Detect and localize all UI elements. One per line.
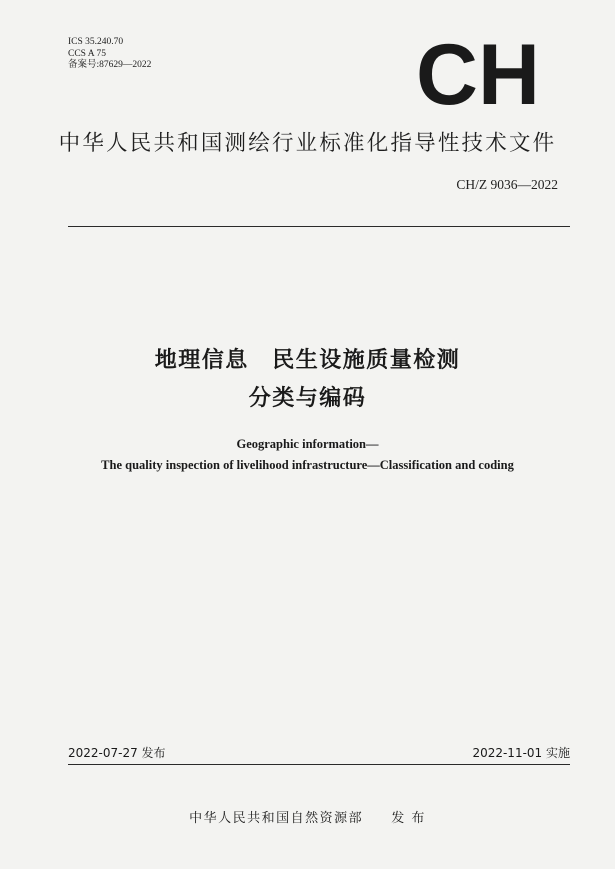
org-title: 中华人民共和国测绘行业标准化指导性技术文件 (58, 131, 557, 156)
standard-number: CH/Z 9036—2022 (456, 177, 558, 192)
title-en-line1: Geographic information— (236, 437, 379, 451)
issuer (0, 807, 615, 826)
issuer-action: 发 布 (391, 811, 426, 826)
footer-divider (68, 764, 570, 765)
ccs-code: CCS A 75 (68, 48, 107, 59)
issuer-name: 中华人民共和国自然资源部 (189, 811, 364, 826)
title-en-line2: The quality inspection of livelihood infrastructure—Classification and coding (101, 458, 514, 472)
implement-date: 2022-11-01 实施 (472, 746, 570, 760)
publish-date: 2022-07-27 发布 (68, 746, 166, 760)
title-cn-line2: 分类与编码 (248, 386, 367, 411)
ch-logo-text: CH (416, 36, 540, 108)
header-divider (68, 226, 570, 227)
ch-logo (414, 36, 542, 108)
title-cn-line1: 地理信息 民生设施质量检测 (154, 348, 461, 373)
ics-code: ICS 35.240.70 (68, 37, 124, 47)
record-number: 备案号:87629—2022 (68, 60, 152, 70)
header-metadata (68, 37, 151, 72)
